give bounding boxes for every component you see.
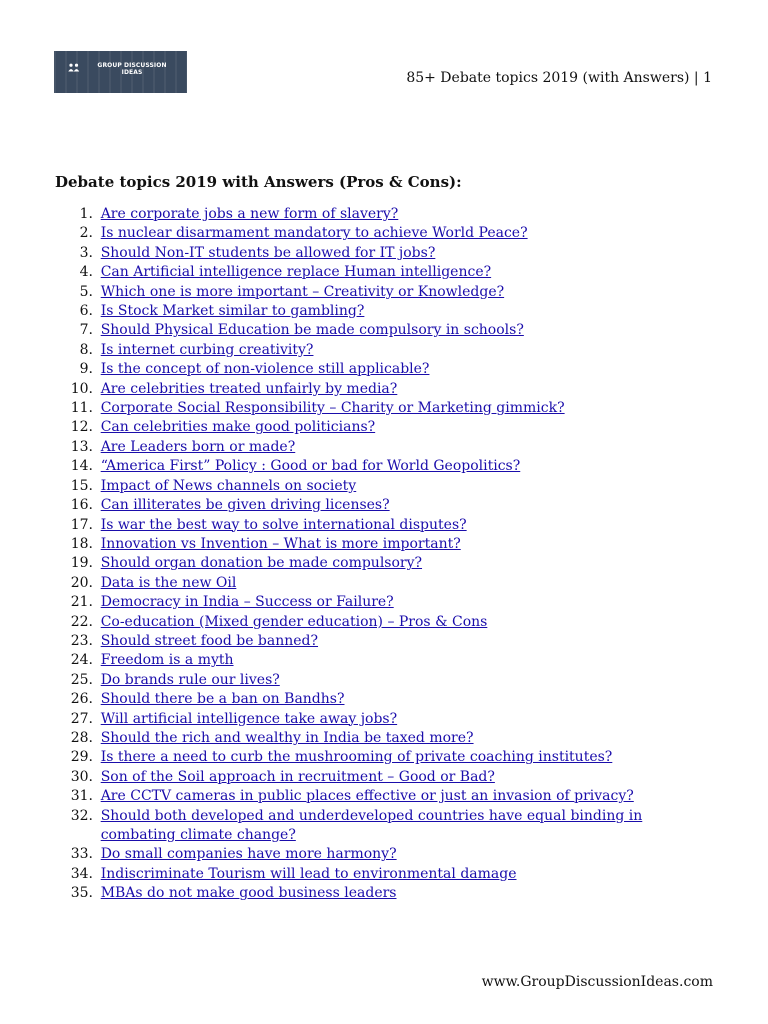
topic-number: 30.	[70, 768, 93, 785]
topic-number: 5.	[79, 283, 93, 300]
topic-link[interactable]: Should the rich and wealthy in India be taxed more?	[100, 729, 474, 746]
logo-text	[82, 62, 182, 76]
topic-link[interactable]: Are corporate jobs a new form of slavery?	[100, 206, 399, 222]
topic-link[interactable]: Can Artificial intelligence replace Human intelligence?	[100, 264, 492, 281]
topic-number: 3.	[79, 244, 93, 261]
topic-list-item	[55, 729, 717, 748]
topic-list-item	[55, 477, 717, 496]
topic-list-item	[55, 710, 717, 729]
topic-list-item	[55, 574, 717, 593]
topic-number: 17.	[70, 516, 93, 533]
topic-number: 31.	[70, 788, 93, 805]
topic-link[interactable]: Are Leaders born or made?	[100, 438, 296, 455]
topic-list-item	[55, 380, 717, 399]
topic-link[interactable]: Son of the Soil approach in recruitment – Good or Bad?	[100, 768, 495, 785]
topic-list-item	[55, 341, 717, 360]
topic-list-item	[55, 884, 717, 903]
topic-link[interactable]: Freedom is a myth	[100, 652, 234, 669]
topic-number: 13.	[70, 438, 93, 455]
topic-number: 29.	[70, 749, 93, 766]
topic-list-item	[55, 263, 717, 282]
topic-link[interactable]: Is war the best way to solve international disputes?	[100, 516, 467, 533]
topic-link[interactable]: MBAs do not make good business leaders	[100, 885, 397, 902]
topic-number: 4.	[79, 264, 93, 281]
topic-list-item	[55, 690, 717, 709]
topic-list-item	[55, 224, 717, 243]
topic-number: 14.	[70, 458, 93, 475]
people-icon	[68, 63, 80, 72]
topic-number: 6.	[79, 303, 93, 320]
topic-number: 1.	[79, 206, 93, 222]
topic-list-item	[55, 283, 717, 302]
topic-list-item	[55, 399, 717, 418]
topic-list-item	[55, 807, 717, 846]
topic-number: 26.	[70, 691, 93, 708]
topic-number: 10.	[70, 380, 93, 397]
topic-list-item	[55, 438, 717, 457]
topic-link[interactable]: Will artificial intelligence take away jobs?	[100, 710, 398, 727]
topic-link[interactable]: Are CCTV cameras in public places effective or just an invasion of privacy?	[100, 788, 634, 805]
topic-link[interactable]: Should there be a ban on Bandhs?	[100, 691, 345, 708]
topic-link[interactable]: Data is the new Oil	[100, 574, 237, 591]
topic-number: 9.	[79, 361, 93, 378]
logo-text-line1: GROUP DISCUSSION	[97, 62, 167, 69]
logo-text-line2: IDEAS	[121, 69, 143, 76]
topic-number: 18.	[70, 535, 93, 552]
topic-list-item	[55, 787, 717, 806]
topic-link[interactable]: Indiscriminate Tourism will lead to environmental damage	[100, 865, 517, 882]
topic-list-item	[55, 865, 717, 884]
topic-number: 19.	[70, 555, 93, 572]
topic-link[interactable]: Can illiterates be given driving licenses?	[100, 497, 390, 514]
topic-number: 27.	[70, 710, 93, 727]
topic-number: 24.	[70, 652, 93, 669]
topic-link[interactable]: Should both developed and underdeveloped countries have equal binding in combating climate change?	[100, 807, 643, 843]
topic-list-item	[55, 593, 717, 612]
topic-link[interactable]: Should Physical Education be made compulsory in schools?	[100, 322, 524, 339]
topic-link[interactable]: Which one is more important – Creativity or Knowledge?	[100, 283, 505, 300]
topic-link[interactable]: Do small companies have more harmony?	[100, 846, 397, 863]
topic-list-item	[55, 244, 717, 263]
topic-number: 23.	[70, 632, 93, 649]
topic-link[interactable]: “America First” Policy : Good or bad for World Geopolitics?	[100, 458, 521, 475]
topic-link[interactable]: Is there a need to curb the mushrooming of private coaching institutes?	[100, 749, 613, 766]
topic-number: 28.	[70, 729, 93, 746]
topic-number: 22.	[70, 613, 93, 630]
topic-number: 33.	[70, 846, 93, 863]
topic-number: 35.	[70, 885, 93, 902]
topic-number: 7.	[79, 322, 93, 339]
topic-number: 20.	[70, 574, 93, 591]
topic-list-item	[55, 516, 717, 535]
topic-list-item	[55, 671, 717, 690]
topic-number: 16.	[70, 497, 93, 514]
topic-link[interactable]: Is internet curbing creativity?	[100, 341, 314, 358]
topic-list-item	[55, 360, 717, 379]
topic-number: 8.	[79, 341, 93, 358]
topic-link[interactable]: Democracy in India – Success or Failure?	[100, 594, 394, 611]
topic-link[interactable]: Should Non-IT students be allowed for IT jobs?	[100, 244, 436, 261]
topic-number: 25.	[70, 671, 93, 688]
group-discussion-ideas-logo	[54, 51, 187, 93]
topic-list-item	[55, 554, 717, 573]
topic-list-item	[55, 535, 717, 554]
topic-list-item	[55, 768, 717, 787]
topic-link[interactable]: Are celebrities treated unfairly by media?	[100, 380, 398, 397]
topic-list-item	[55, 496, 717, 515]
topic-link[interactable]: Impact of News channels on society	[100, 477, 357, 494]
topic-link[interactable]: Should organ donation be made compulsory?	[100, 555, 423, 572]
topic-link[interactable]: Innovation vs Invention – What is more important?	[100, 535, 461, 552]
topic-list-item	[55, 302, 717, 321]
topic-list-item	[55, 418, 717, 437]
topic-number: 12.	[70, 419, 93, 436]
topic-number: 34.	[70, 865, 93, 882]
topic-link[interactable]: Is Stock Market similar to gambling?	[100, 303, 365, 320]
topic-link[interactable]: Should street food be banned?	[100, 632, 319, 649]
topic-list-item	[55, 205, 717, 224]
topic-link[interactable]: Corporate Social Responsibility – Charity or Marketing gimmick?	[100, 400, 565, 417]
topic-number: 11.	[70, 400, 93, 417]
topic-link[interactable]: Is the concept of non-violence still applicable?	[100, 361, 430, 378]
footer-website-url: www.GroupDiscussionIdeas.com	[481, 974, 713, 990]
topic-list-item	[55, 613, 717, 632]
topic-number: 2.	[79, 225, 93, 242]
topic-list-item	[55, 321, 717, 340]
topic-list-item	[55, 651, 717, 670]
topic-list-item	[55, 632, 717, 651]
topic-link[interactable]: Is nuclear disarmament mandatory to achieve World Peace?	[100, 225, 528, 242]
debate-topic-list	[55, 205, 717, 904]
topic-link[interactable]: Co-education (Mixed gender education) – Pros & Cons	[100, 613, 488, 630]
topic-list-item	[55, 748, 717, 767]
topic-number: 15.	[70, 477, 93, 494]
topic-number: 21.	[70, 594, 93, 611]
topic-link[interactable]: Can celebrities make good politicians?	[100, 419, 376, 436]
topic-number: 32.	[70, 807, 93, 824]
topic-list-item	[55, 457, 717, 476]
topic-list-item	[55, 845, 717, 864]
topic-link[interactable]: Do brands rule our lives?	[100, 671, 280, 688]
page-header-title: 85+ Debate topics 2019 (with Answers) | 1	[406, 70, 712, 86]
section-heading: Debate topics 2019 with Answers (Pros & Cons):	[55, 173, 462, 191]
